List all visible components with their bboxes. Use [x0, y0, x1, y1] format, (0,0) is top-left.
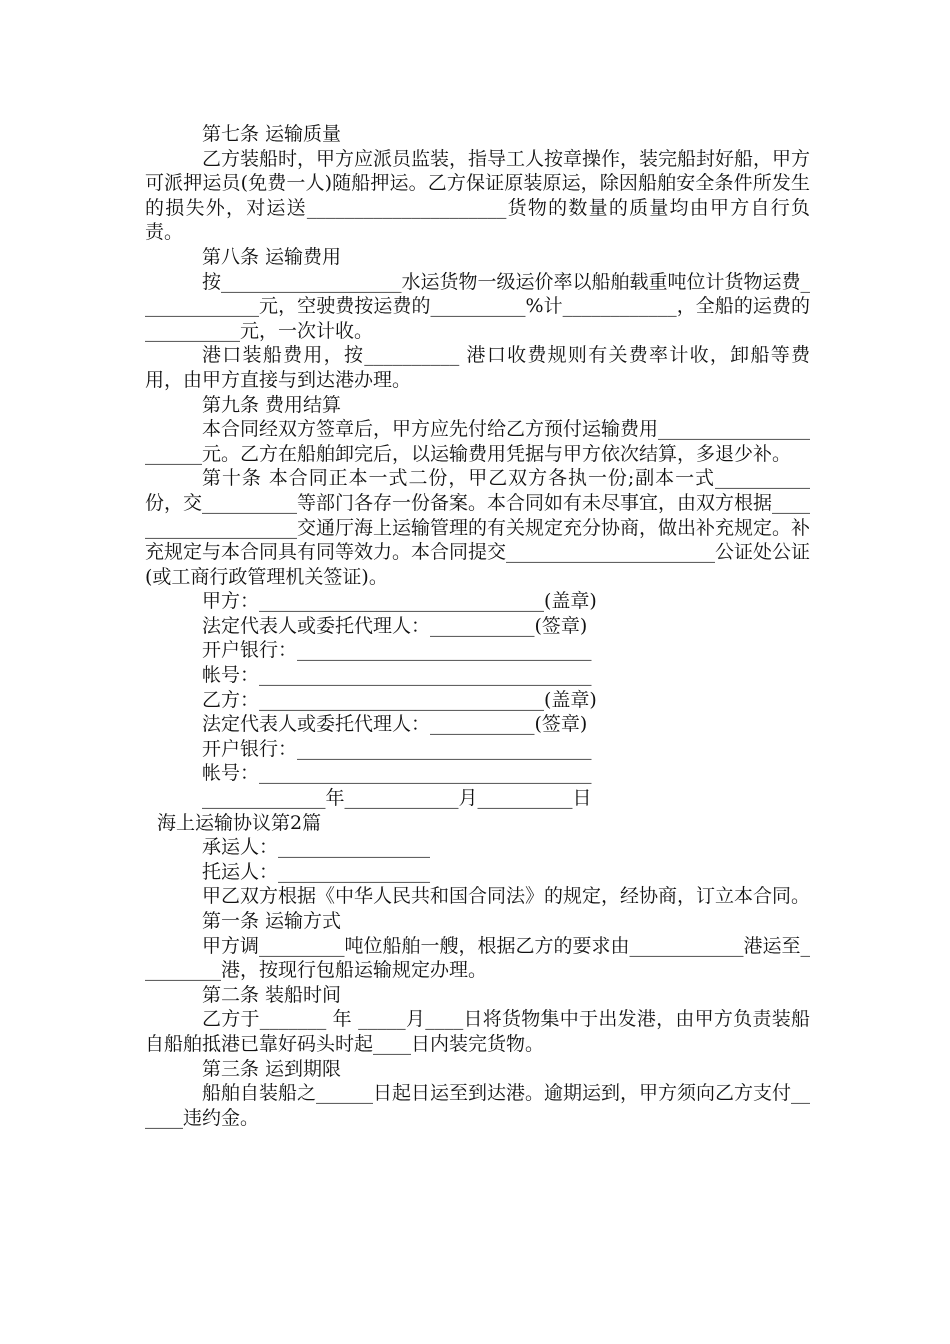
article-8-paragraph-1: 按___________________水运货物一级运价率以船舶载重吨位计货物运费_____________元，空驶费按运费的__________%计____________，全船的运费的__________元，一次计收。: [145, 270, 811, 342]
article-7-heading: 第七条 运输质量: [202, 123, 342, 145]
article-2-paragraph: 乙方于_______ 年 _____月____日将货物集中于出发港，由甲方负责装船自船舶抵港已靠好码头时起____日内装完货物。: [145, 1008, 810, 1055]
party-a-bank-line: 开户银行：_______________________________: [202, 639, 592, 662]
party-a-representative-line: 法定代表人或委托代理人：___________(签章): [202, 614, 588, 637]
article-8-heading: 第八条 运输费用: [202, 245, 342, 268]
article-3-paragraph: 船舶自装船之______日起日运至到达港。逾期运到，甲方须向乙方支付______违约金。: [145, 1082, 811, 1129]
article-9-heading: 第九条 费用结算: [202, 393, 342, 416]
party-a-seal-line: 甲方：______________________________(盖章): [202, 590, 597, 613]
shipper-line: 托运人：________________: [202, 860, 431, 883]
article-7-paragraph: 乙方装船时，甲方应派员监装，指导工人按章操作，装完船封好船，甲方可派押运员(免费一人)随船押运。乙方保证原装原运，除因船舶安全条件所发生的损失外，对运送_____________________货物的数量的质量均由甲方自行负责。: [145, 147, 811, 244]
article-2-heading: 第二条 装船时间: [202, 983, 342, 1006]
carrier-line: 承运人：________________: [202, 836, 431, 859]
agreement-2-title: 海上运输协议第2篇: [157, 811, 322, 834]
party-b-account-line: 帐号：___________________________________: [202, 762, 592, 785]
article-3-heading: 第三条 运到期限: [202, 1057, 342, 1080]
article-8-paragraph-2: 港口装船费用，按__________ 港口收费规则有关费率计收，卸船等费用，由甲方直接与到达港办理。: [145, 344, 810, 391]
party-b-seal-line: 乙方：______________________________(盖章): [202, 688, 597, 711]
preamble-paragraph: 甲乙双方根据《中华人民共和国合同法》的规定，经协商，订立本合同。: [202, 885, 811, 908]
article-1-heading: 第一条 运输方式: [202, 910, 342, 932]
document-page: [145, 122, 810, 1130]
party-a-account-line: 帐号：___________________________________: [202, 664, 592, 687]
article-10-paragraph: 第十条 本合同正本一式二份，甲乙双方各执一份;副本一式__________份，交__________等部门各存一份备案。本合同如有未尽事宜，由双方根据____________________交通厅海上运输管理的有关规定充分协商，做出补充规定。补充规定与本合同具有同等效力。本合同提交______________________公证处公证(或工商行政管理机关签证)。: [145, 467, 811, 588]
party-b-bank-line: 开户银行：_______________________________: [202, 737, 592, 760]
article-9-paragraph: 本合同经双方签章后，甲方应先付给乙方预付运输费用______________________元。乙方在船舶卸完后，以运输费用凭据与甲方依次结算，多退少补。: [145, 418, 811, 465]
article-1-paragraph: 甲方调_________吨位船舶一艘，根据乙方的要求由____________港运至_________港，按现行包船运输规定办理。: [145, 934, 811, 982]
party-b-representative-line: 法定代表人或委托代理人：___________(签章): [202, 713, 588, 736]
date-line: _____________年____________月__________日: [202, 787, 592, 810]
